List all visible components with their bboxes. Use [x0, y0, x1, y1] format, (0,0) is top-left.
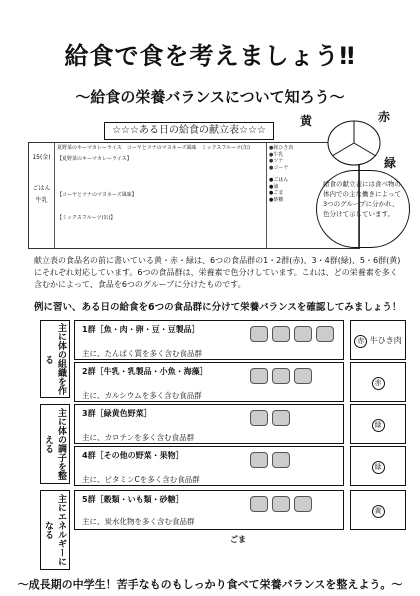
menu-dish-column: [55, 143, 267, 248]
group-4-answer[interactable]: 緑: [350, 446, 406, 486]
ingredient-item: ●ごはん: [269, 177, 289, 183]
potato-illustration: [272, 496, 290, 512]
egg-illustration: [294, 326, 312, 342]
group-1-answer-text: 牛ひき肉: [369, 336, 402, 345]
fruit-illustration: [272, 452, 290, 468]
group-4-label: 4群［その他の野菜・果物］: [82, 451, 184, 460]
seaweed-illustration: [294, 368, 312, 384]
group-2-label: 2群［牛乳・乳製品・小魚・海藻］: [82, 367, 208, 376]
group-5-label: 5群［穀類・いも類・砂糖］: [82, 495, 184, 504]
goma-label: ごま: [230, 535, 246, 544]
food-plate-icon: [326, 118, 382, 168]
group-label-green: 緑: [384, 156, 397, 170]
menu-date: 15(金): [32, 154, 51, 161]
ingredient-item: ●油: [269, 183, 279, 190]
group-5-desc: 主に、炭水化物を多く含む食品群: [82, 517, 195, 526]
rice-illustration: [250, 496, 268, 512]
menu-heading: ☆☆☆ある日の給食の献立表☆☆☆: [104, 122, 274, 140]
instruction-line: 例に習い、ある日の給食を6つの食品群に分けて栄養バランスを確認してみましょう！: [34, 302, 402, 313]
fish-illustration: [250, 326, 268, 342]
ingredient-item: ●豚ひき肉: [269, 145, 294, 151]
menu-label-rice: ごはん: [32, 184, 51, 192]
group-label-red: 赤: [378, 110, 391, 124]
group-1-label: 1群［魚・肉・卵・豆・豆製品］: [82, 325, 200, 334]
group-2-desc: 主に、カルシウムを多く含む食品群: [82, 391, 202, 400]
group-4-desc: 主に、ビタミンCを多く含む食品群: [82, 475, 200, 484]
group-1-desc: 主に、たんぱく質を多く含む食品群: [82, 349, 202, 358]
food-group-diagram: [300, 112, 408, 172]
group-5-answer[interactable]: 黄: [350, 490, 406, 530]
menu-line: 【コーヤとツナのマヨネーズ風味】: [57, 192, 137, 198]
menu-date-column: [29, 143, 55, 248]
sugar-illustration: [294, 496, 312, 512]
page-title: 給食で食を考えましょう‼: [64, 42, 356, 70]
cheese-illustration: [272, 368, 290, 384]
info-bubble: 給食の献立表には食べ物の体内での主な働きによって3つのグループに分かれ、色分けて示しています。: [316, 170, 410, 248]
category-regulate-body: 主に体の調子を整える: [40, 404, 70, 484]
ingredient-item: ●砂糖: [269, 196, 284, 203]
group-3-desc: 主に、カロテンを多く含む食品群: [82, 433, 195, 442]
menu-line: 【夏野菜のキーマカレーライス】: [57, 155, 132, 162]
cabbage-illustration: [250, 452, 268, 468]
tomato-illustration: [272, 410, 290, 426]
menu-line: 【ミックスフルーツ(缶)】: [57, 214, 116, 221]
group-2-answer[interactable]: 赤: [350, 362, 406, 402]
ingredient-item: ●ごま: [269, 190, 284, 196]
ingredient-item: ●ツナ: [269, 158, 284, 164]
menu-line: 夏野菜のキーマカレーライス コーヤとツナのマヨネーズ風味 ミックスフルーツ(缶): [57, 145, 250, 151]
category-energy: 主にエネルギーになる: [40, 490, 70, 570]
category-build-body: 主に体の組織を作る: [40, 320, 70, 398]
milk-illustration: [250, 368, 268, 384]
group-3-label: 3群［緑黄色野菜］: [82, 409, 152, 418]
menu-label-milk: 牛乳: [35, 197, 48, 204]
ingredient-item: ●コーヤ: [269, 164, 289, 171]
explanation-text: 献立表の食品名の前に書いている黄・赤・緑は、6つの食品群の1・2群(赤)、3・4群(緑)、5・6群(黄)にそれぞれ対応しています。6つの食品群は、栄養素で色分けしています。これは、どの栄養素を多く含むかによって、食品を6つのグループに分けたものです。: [34, 256, 401, 289]
ingredient-item: ●牛乳: [269, 151, 284, 158]
footer-message: ～成長期の中学生！苦手なものもしっかり食べて栄養バランスを整えよう。～: [17, 578, 403, 591]
carrot-illustration: [250, 410, 268, 426]
meat-illustration: [272, 326, 290, 342]
group-label-yellow: 黄: [300, 114, 313, 128]
tofu-illustration: [316, 326, 334, 342]
page-subtitle: ～給食の栄養バランスについて知ろう～: [75, 88, 345, 106]
group-1-answer[interactable]: 赤 牛ひき肉: [350, 320, 406, 360]
group-3-answer[interactable]: 緑: [350, 404, 406, 444]
